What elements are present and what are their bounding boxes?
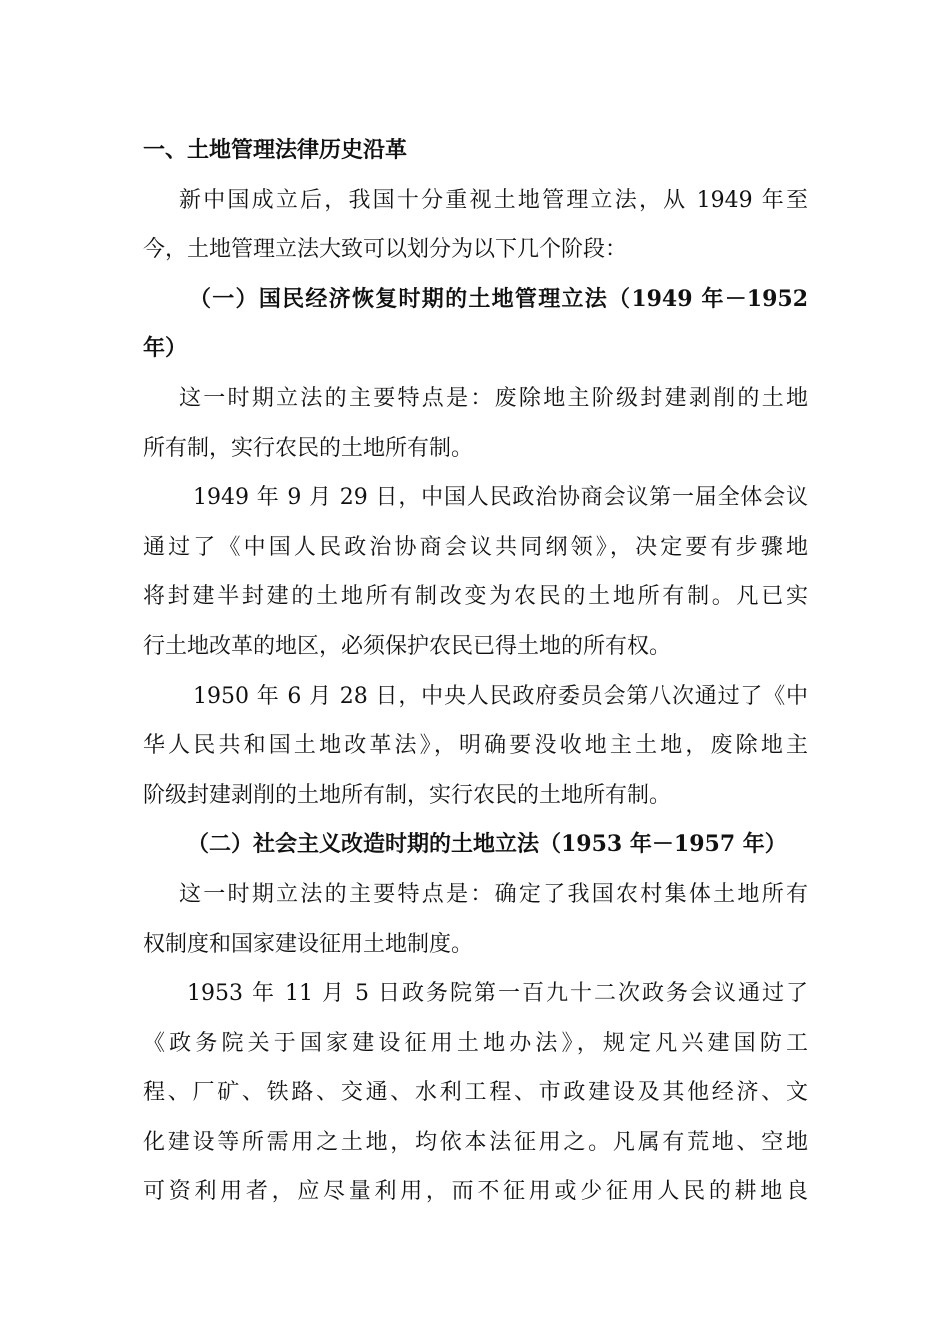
paragraph-line: 华人民共和国土地改革法》，明确要没收地主土地，废除地主 bbox=[143, 733, 808, 759]
paragraph-line: 阶级封建剥削的土地所有制，实行农民的土地所有制。 bbox=[143, 782, 672, 808]
paragraph-line: 可资利用者，应尽量利用，而不征用或少征用人民的耕地良 bbox=[143, 1179, 808, 1205]
paragraph-line: 这一时期立法的主要特点是：确定了我国农村集体土地所有 bbox=[179, 881, 808, 907]
subsection-title: 年） bbox=[143, 335, 188, 362]
paragraph-line: 这一时期立法的主要特点是：废除地主阶级封建剥削的土地 bbox=[179, 385, 808, 411]
paragraph-line: 《政务院关于国家建设征用土地办法》，规定凡兴建国防工 bbox=[143, 1030, 808, 1056]
subsection-title: （二）社会主义改造时期的土地立法（1953 年－1957 年） bbox=[187, 831, 787, 858]
paragraph-line: 通过了《中国人民政治协商会议共同纲领》，决定要有步骤地 bbox=[143, 534, 808, 560]
paragraph-line: 1949 年 9 月 29 日，中国人民政治协商会议第一届全体会议 bbox=[193, 485, 808, 511]
paragraph-line: 1950 年 6 月 28 日，中央人民政府委员会第八次通过了《中 bbox=[193, 683, 808, 709]
subsection-title: （一）国民经济恢复时期的土地管理立法（1949 年－1952 bbox=[189, 285, 808, 312]
paragraph-line: 行土地改革的地区，必须保护农民已得土地的所有权。 bbox=[143, 633, 672, 659]
paragraph-line: 新中国成立后，我国十分重视土地管理立法，从 1949 年至 bbox=[179, 187, 808, 213]
paragraph-line: 权制度和国家建设征用土地制度。 bbox=[143, 931, 474, 957]
paragraph-line: 将封建半封建的土地所有制改变为农民的土地所有制。凡已实 bbox=[143, 584, 808, 610]
paragraph-line: 化建设等所需用之土地，均依本法征用之。凡属有荒地、空地 bbox=[143, 1129, 808, 1155]
paragraph-line: 程、厂矿、铁路、交通、水利工程、市政建设及其他经济、文 bbox=[143, 1080, 808, 1106]
document-body bbox=[143, 126, 808, 1217]
paragraph-line: 今，土地管理立法大致可以划分为以下几个阶段： bbox=[143, 237, 628, 263]
paragraph-line: 1953 年 11 月 5 日政务院第一百九十二次政务会议通过了 bbox=[187, 981, 808, 1007]
section-heading: 一、土地管理法律历史沿革 bbox=[143, 137, 408, 163]
paragraph-line: 所有制，实行农民的土地所有制。 bbox=[143, 435, 474, 461]
